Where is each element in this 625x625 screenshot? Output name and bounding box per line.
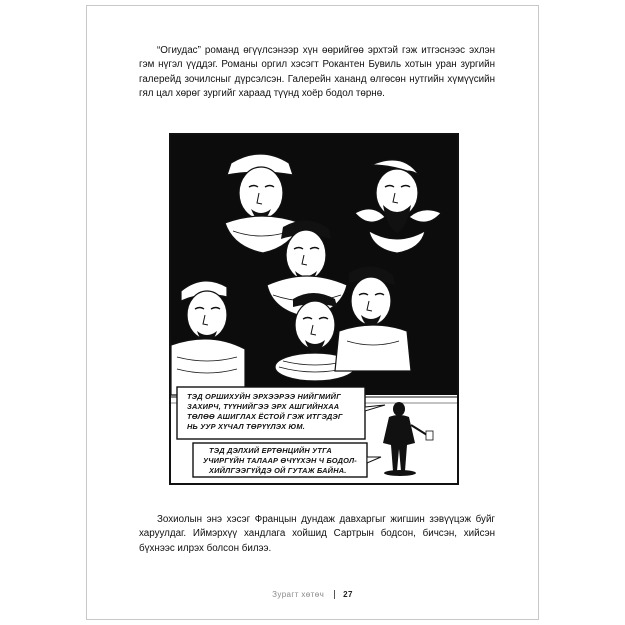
caption-2-line-2: УЧИРГҮЙН ТАЛААР ӨЧҮҮХЭН Ч БОДОЛ- (203, 456, 357, 465)
caption-1-line-2: ЗАХИРЧ, ТҮҮНИЙГЭЭ ЭРХ АШГИЙНХАА (187, 402, 340, 411)
closing-paragraph: Зохиолын энэ хэсэг Францын дундаж давхаргыг жигшин зэвүүцэж буйг харуулдаг. Иймэрхүү хандлага хойшид Сартрын бодсон, бичсэн, хийсэн бүхнээс илрэх болсон билээ. (139, 514, 495, 554)
page-number: 27 (343, 590, 353, 599)
footer-divider (334, 590, 335, 599)
caption-box-2 (193, 443, 381, 477)
caption-1-line-3: ТӨЛӨӨ АШИГЛАХ ЁСТОЙ ГЭЖ ИТГЭДЭГ (187, 412, 343, 421)
caption-2-line-3: ХИЙЛГЭЭГҮЙДЭ ОЙ ГУТАЖ БАЙНА. (209, 466, 347, 475)
caption-2-line-1: ТЭД ДЭЛХИЙ ЕРТӨНЦИЙН УТГА (209, 446, 332, 455)
book-page (86, 5, 539, 620)
caption-box-1 (177, 387, 385, 439)
comic-panel (169, 133, 459, 485)
footer-book-title: Зурагт хөтөч (272, 590, 325, 599)
caption-1-line-1: ТЭД ОРШИХУЙН ЭРХЭЭРЭЭ НИЙГМИЙГ (187, 392, 341, 401)
caption-1-line-4: НЬ УУР ХҮЧАЛ ТӨРҮҮЛЭХ ЮМ. (187, 422, 305, 431)
page-footer (87, 590, 538, 599)
comic-illustration (171, 135, 457, 483)
intro-paragraph: “Огиудас” романд өгүүлсэнээр хүн өөрийгөө эрхтэй гэж итгэснээс эхлэн гэм нүгэл үүддэг. Романы оргил хэсэгт Рокантен Бувиль хотын уран зургийн галерейд зочилсныг дүрсэлсэн. Галерейн хананд өлгөсөн нутгийн хүмүүсийн гял цал хөрөг зургийг хараад түүнд хоёр бодол төрнө. (139, 45, 495, 99)
